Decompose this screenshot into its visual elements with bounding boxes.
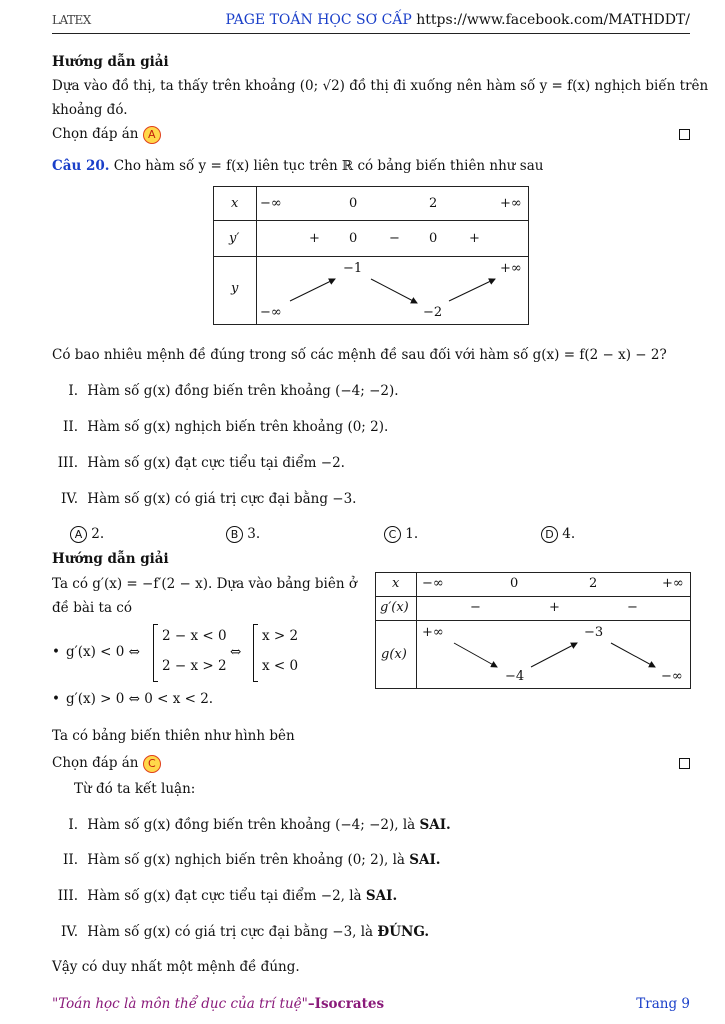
x-value: 2 xyxy=(429,196,438,211)
conclusion-item xyxy=(52,817,451,833)
y-value-max: −1 xyxy=(343,261,363,276)
conclude-label: Từ đó ta kết luận: xyxy=(74,781,196,797)
option-text: 2. xyxy=(91,526,105,542)
option-text: 3. xyxy=(247,526,261,542)
option-text: 4. xyxy=(562,526,576,542)
x-value: −∞ xyxy=(260,196,282,211)
x-value: 2 xyxy=(589,576,598,591)
conclusion-verdict: ĐÚNG. xyxy=(377,924,430,940)
bullet-dot: • xyxy=(52,691,60,707)
conclusion-number: II. xyxy=(63,852,78,868)
question-number: Câu 20. xyxy=(52,158,110,174)
statement-number: III. xyxy=(57,455,78,471)
increase-arrow xyxy=(449,279,495,301)
page-number: Trang 9 xyxy=(636,996,690,1012)
header-title xyxy=(225,12,690,28)
conclusion-item xyxy=(52,852,441,868)
sign-row-cell xyxy=(417,597,691,621)
answer-badge: C xyxy=(143,755,161,773)
statement-text: Hàm số g(x) đồng biến trên khoảng (−4; −2). xyxy=(87,383,399,399)
option-text: 1. xyxy=(405,526,419,542)
table-header-cell xyxy=(376,573,417,597)
x-value: 0 xyxy=(510,576,519,591)
conclusion-verdict: SAI. xyxy=(365,888,398,904)
choose-answer-label: Chọn đáp án xyxy=(52,126,139,142)
footer-author: –Isocrates xyxy=(307,996,385,1012)
increase-arrow xyxy=(290,279,335,301)
table-header-cell xyxy=(214,257,257,325)
system1-line1: 2 − x < 0 xyxy=(162,628,227,644)
answer-badge: A xyxy=(143,126,161,144)
statement-text: Hàm số g(x) nghịch biến trên khoảng (0; 2). xyxy=(87,419,389,435)
variation-table-g xyxy=(375,572,691,689)
decrease-arrow xyxy=(454,643,497,667)
statement-text: Hàm số g(x) có giá trị cực đại bằng −3. xyxy=(87,491,357,507)
choose-answer-label: Chọn đáp án xyxy=(52,755,139,771)
option-letter: B xyxy=(226,526,243,543)
option-a[interactable] xyxy=(70,526,104,543)
yprime-label: y′ xyxy=(229,231,240,246)
variation-arrows xyxy=(417,621,690,689)
solution-heading: Hướng dẫn giải xyxy=(52,551,169,567)
question-prompt: Có bao nhiêu mệnh đề đúng trong số các mệnh đề sau đối với hàm số g(x) = f(2 − x) − 2? xyxy=(52,347,667,363)
qed-square xyxy=(679,129,690,140)
statement-number: IV. xyxy=(60,491,78,507)
table-header-cell xyxy=(214,221,257,257)
sign: + xyxy=(469,231,480,246)
variation-cell xyxy=(417,621,691,689)
y-label: y xyxy=(231,281,239,296)
statement-number: II. xyxy=(63,419,78,435)
latex-logo: LATEX xyxy=(52,13,91,27)
conclusion-verdict: SAI. xyxy=(419,817,451,833)
variation-table-f xyxy=(213,186,529,325)
statement-item xyxy=(52,383,399,399)
footer-quote: "Toán học là môn thể dục của trí tuệ" xyxy=(52,996,308,1012)
x-values-cell xyxy=(257,187,529,221)
system-bracket xyxy=(153,624,158,682)
statement-number: I. xyxy=(68,383,78,399)
question-stem: Cho hàm số y = f(x) liên tục trên ℝ có bảng biến thiên như sau xyxy=(113,158,544,174)
option-b[interactable] xyxy=(226,526,260,543)
x-value: 0 xyxy=(349,196,358,211)
sign: − xyxy=(627,600,638,615)
statement-item xyxy=(52,419,388,435)
x-label: x xyxy=(231,196,239,211)
decrease-arrow xyxy=(371,279,417,303)
g-value-max: −3 xyxy=(584,625,604,640)
conclusion-text: Hàm số g(x) nghịch biến trên khoảng (0; 2), là xyxy=(87,852,410,868)
conclusion-text: Hàm số g(x) có giá trị cực đại bằng −3, là xyxy=(87,924,378,940)
option-d[interactable] xyxy=(541,526,575,543)
g-value-start: +∞ xyxy=(422,625,444,640)
conclusion-number: IV. xyxy=(60,924,78,940)
bullet2: g′(x) > 0 ⇔ 0 < x < 2. xyxy=(66,691,214,707)
bullet1-equiv: ⇔ xyxy=(230,644,242,660)
g-value-min: −4 xyxy=(505,669,525,684)
solution-intro1: Ta có g′(x) = −f′(2 − x). Dựa vào bảng biên ở xyxy=(52,576,357,592)
header-rule xyxy=(52,33,690,34)
option-letter: D xyxy=(541,526,558,543)
conclusion-item xyxy=(52,888,397,904)
system-bracket xyxy=(253,624,258,682)
statement-item xyxy=(52,491,356,507)
decrease-arrow xyxy=(611,643,655,667)
x-value: +∞ xyxy=(500,196,522,211)
footer-quote-line xyxy=(52,996,384,1012)
x-values-cell xyxy=(417,573,691,597)
statement-item xyxy=(52,455,345,471)
table-header-cell xyxy=(214,187,257,221)
table-note: Ta có bảng biến thiên như hình bên xyxy=(52,728,295,744)
system2-line2: x < 0 xyxy=(262,658,299,674)
y-value-end: +∞ xyxy=(500,261,522,276)
variation-cell xyxy=(257,257,529,325)
conclusion-verdict: SAI. xyxy=(409,852,441,868)
y-value-start: −∞ xyxy=(260,305,282,320)
bullet1-left: g′(x) < 0 ⇔ xyxy=(66,644,140,660)
prev-solution-heading: Hướng dẫn giải xyxy=(52,54,169,70)
system1-line2: 2 − x > 2 xyxy=(162,658,227,674)
x-label: x xyxy=(392,576,400,591)
page-title: PAGE TOÁN HỌC SƠ CẤP xyxy=(225,12,412,28)
g-label: g(x) xyxy=(381,647,407,662)
sign: − xyxy=(389,231,400,246)
conclusion-text: Hàm số g(x) đồng biến trên khoảng (−4; −2), là xyxy=(87,817,420,833)
option-letter: A xyxy=(70,526,87,543)
table-header-cell xyxy=(376,621,417,689)
sign: 0 xyxy=(429,231,438,246)
solution-intro2: đề bài ta có xyxy=(52,600,132,616)
system2-line1: x > 2 xyxy=(262,628,299,644)
sign: + xyxy=(309,231,320,246)
option-letter: C xyxy=(384,526,401,543)
conclusion-text: Hàm số g(x) đạt cực tiểu tại điểm −2, là xyxy=(87,888,366,904)
option-c[interactable] xyxy=(384,526,418,543)
conclusion-number: III. xyxy=(57,888,78,904)
bullet-dot: • xyxy=(52,644,60,660)
question-stem-line xyxy=(52,158,543,174)
variation-arrows xyxy=(257,257,528,325)
table-header-cell xyxy=(376,597,417,621)
prev-answer-line xyxy=(52,126,161,144)
statement-text: Hàm số g(x) đạt cực tiểu tại điểm −2. xyxy=(87,455,345,471)
conclusion-number: I. xyxy=(68,817,78,833)
prev-solution-line2: khoảng đó. xyxy=(52,102,128,118)
gprime-label: g′(x) xyxy=(380,600,409,615)
conclusion-item xyxy=(52,924,429,940)
x-value: +∞ xyxy=(662,576,684,591)
sign: 0 xyxy=(349,231,358,246)
sign: − xyxy=(470,600,481,615)
final-statement: Vậy có duy nhất một mệnh đề đúng. xyxy=(52,959,300,975)
sign: + xyxy=(549,600,560,615)
g-value-end: −∞ xyxy=(661,669,683,684)
qed-square xyxy=(679,758,690,769)
sign-row-cell xyxy=(257,221,529,257)
increase-arrow xyxy=(531,643,577,667)
y-value-min: −2 xyxy=(423,305,443,320)
solution-answer-line xyxy=(52,755,161,773)
header-url[interactable]: https://www.facebook.com/MATHDDT/ xyxy=(416,12,690,28)
x-value: −∞ xyxy=(422,576,444,591)
prev-solution-line1: Dựa vào đồ thị, ta thấy trên khoảng (0; √2) đồ thị đi xuống nên hàm số y = f(x) nghịch biến trên xyxy=(52,78,709,94)
